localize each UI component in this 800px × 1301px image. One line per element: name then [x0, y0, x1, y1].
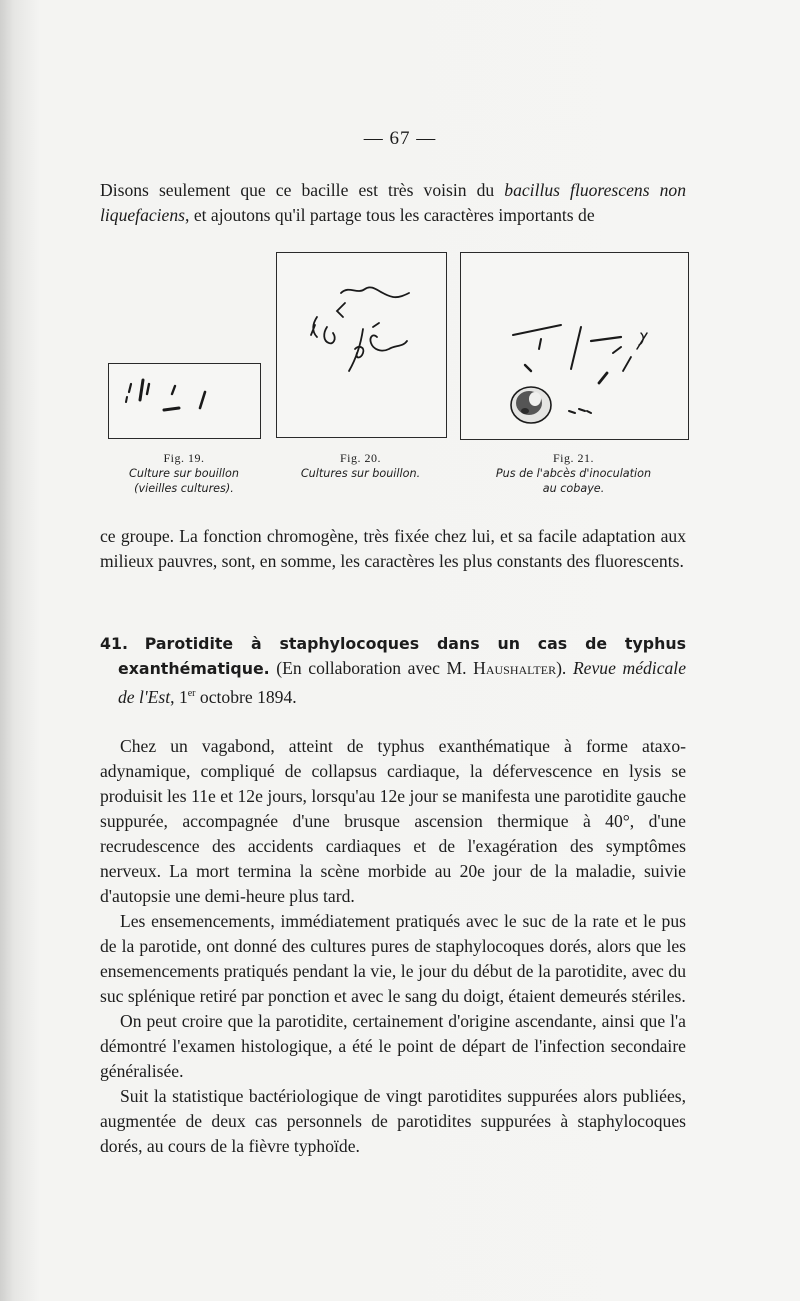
figure-21-image	[460, 252, 689, 440]
continuation-text: ce groupe. La fonction chromogène, très fixée chez lui, et sa facile adaptation aux milieux pauvres, sont, en somme, les caractères les plus constants des fluorescents.	[100, 526, 686, 571]
section-reference-mid: ).	[556, 658, 573, 678]
figure-19-image	[108, 363, 261, 439]
figure-21-caption-line2: au cobaye.	[542, 482, 605, 495]
intro-text-end: , et ajoutons qu'il partage tous les caractères importants de	[185, 205, 595, 225]
section-date-rest: octobre 1894.	[195, 686, 297, 707]
figure-19-caption-line2: (vieilles cultures).	[134, 482, 234, 495]
section-title: Parotidite à staphylocoques dans un cas de typhus exanthématique.	[118, 634, 686, 678]
body-paragraph-1: Chez un vagabond, atteint de typhus exanthématique à forme ataxo-adynamique, compliqué de collapsus cardiaque, la défervescence en lysis se produisit les 11e et 12e jours, lorsqu'au 12e jour se manifesta une parotidite gauche suppurée, accompagnée d'une brusque ascension thermique à 40°, d'une recrudescence des accidents cardiaques et de l'exagération des symptômes nerveux. La mort termina la scène morbide au 20e jour de la maladie, suivie d'autopsie une demi-heure plus tard.	[100, 736, 686, 906]
figure-20-caption	[268, 451, 453, 481]
section-reference-open: (En collaboration avec M.	[276, 658, 474, 678]
figure-19-label: Fig. 19.	[163, 451, 205, 465]
body-paragraph-3: On peut croire que la parotidite, certainement d'origine ascendante, ainsi que l'a démontré l'examen histologique, a été le point de départ de l'infection secondaire généralisée.	[100, 1011, 686, 1081]
figure-19-caption	[100, 451, 268, 496]
figure-21-caption-line1: Pus de l'abcès d'inoculation	[495, 467, 652, 480]
figure-20-image	[276, 252, 447, 438]
section-41-heading	[100, 631, 686, 710]
bacilli-drawing-19	[109, 364, 260, 438]
section-number: 41.	[100, 634, 128, 653]
figure-20-caption-line1: Cultures sur bouillon.	[300, 467, 421, 480]
section-41-body	[100, 734, 686, 1159]
intro-paragraph	[100, 178, 686, 228]
intro-text: Disons seulement que ce bacille est très voisin du	[100, 180, 505, 200]
figure-19-caption-line1: Culture sur bouillon	[129, 467, 239, 480]
section-date-sup: er	[187, 688, 196, 699]
pus-drawing-21	[461, 253, 688, 439]
figure-20-label: Fig. 20.	[339, 451, 381, 465]
body-paragraph-4: Suit la statistique bactériologique de vingt parotidites suppurées alors publiées, augmentée de deux cas personnels de parotidites suppurées à staphylocoques dorés, au cours de la fièvre typhoïde.	[100, 1086, 686, 1156]
figure-21-caption	[456, 451, 691, 496]
section-date-day: , 1	[170, 686, 188, 707]
species-name: bacillus fluorescens non liquefaciens	[100, 180, 686, 225]
figure-21-label: Fig. 21.	[552, 451, 594, 465]
section-author: Haushalter	[473, 658, 557, 678]
bacilli-drawing-20	[277, 253, 446, 437]
page-number: — 67 —	[363, 128, 437, 149]
body-paragraph-2: Les ensemencements, immédiatement pratiqués avec le suc de la rate et le pus de la parotide, ont donné des cultures pures de staphylocoques dorés, alors que les ensemencements pratiqués pendant la vie, le jour du début de la parotidite, avec du suc splénique retiré par ponction et avec le sang du doigt, étaient demeurés stériles.	[100, 911, 686, 1006]
continuation-paragraph	[100, 524, 686, 574]
section-journal: Revue médicale de l'Est	[118, 658, 687, 707]
